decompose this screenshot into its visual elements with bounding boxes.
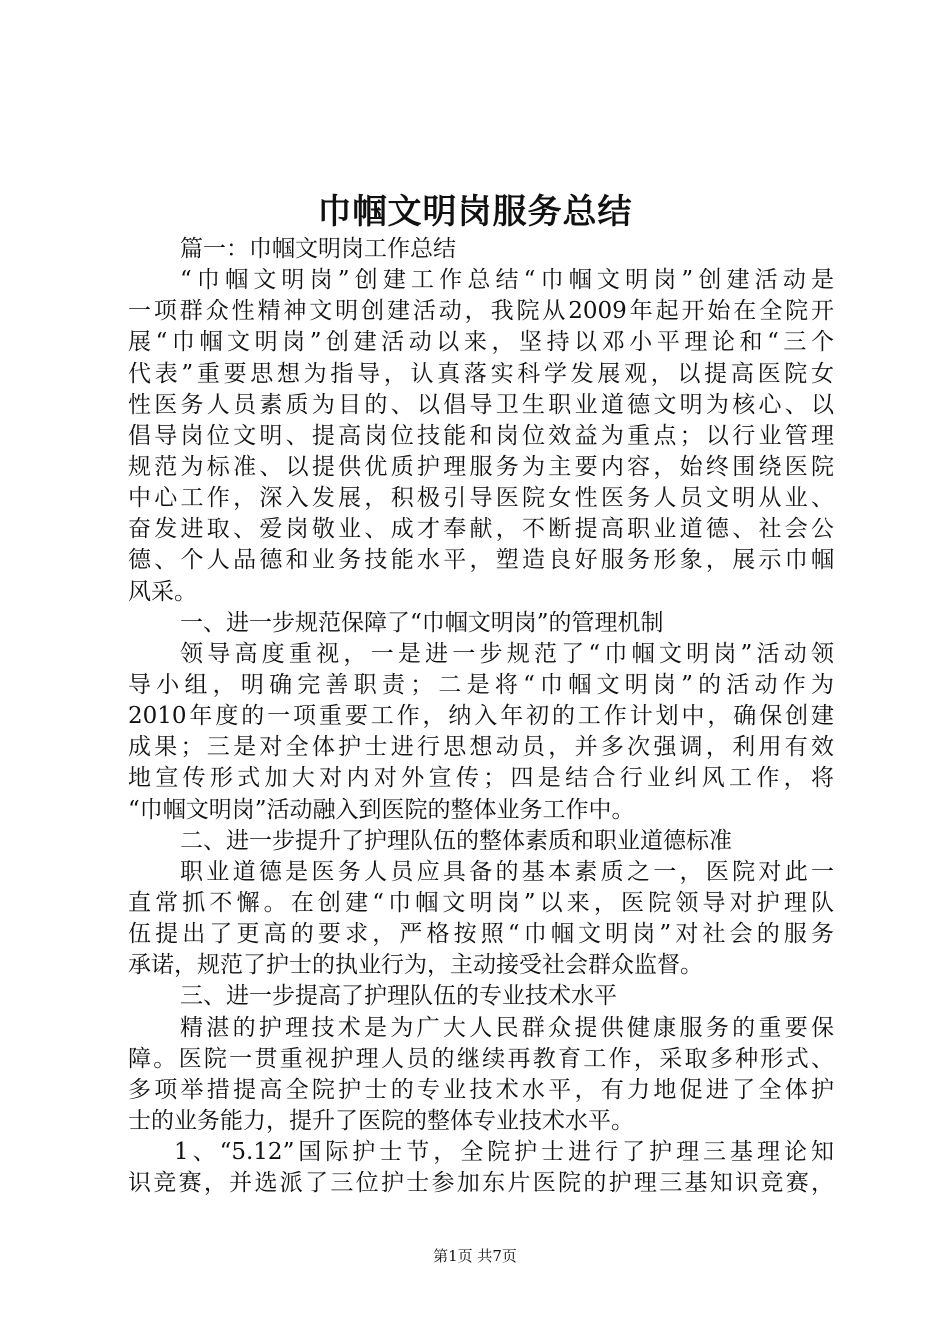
text-line: 展“巾帼文明岗”创建活动以来，坚持以邓小平理论和“三个 xyxy=(128,329,834,356)
text-line: 1、“5.12”国际护士节，全院护士进行了护理三基理论知 xyxy=(174,1139,834,1166)
text-line: 精湛的护理技术是为广大人民群众提供健康服务的重要保 xyxy=(180,1014,834,1041)
text-line: 领导高度重视，一是进一步规范了“巾帼文明岗”活动领 xyxy=(180,640,834,667)
text-line: 2010年度的一项重要工作，纳入年初的工作计划中，确保创建 xyxy=(128,703,834,730)
text-line: 规范为标准、以提供优质护理服务为主要内容，始终围绕医院 xyxy=(128,453,834,480)
document-body xyxy=(128,234,834,1199)
document-title: 巾帼文明岗服务总结 xyxy=(317,192,633,232)
text-line: 识竞赛，并选派了三位护士参加东片医院的护理三基知识竞赛， xyxy=(128,1170,834,1197)
text-line: 一项群众性精神文明创建活动，我院从2009年起开始在全院开 xyxy=(128,298,834,325)
text-line: 奋发进取、爱岗敬业、成才奉献，不断提高职业道德、社会公 xyxy=(128,516,834,543)
section-heading: 一、进一步规范保障了“巾帼文明岗”的管理机制 xyxy=(180,609,664,636)
text-line: 障。医院一贯重视护理人员的继续再教育工作，采取多种形式、 xyxy=(128,1045,834,1072)
text-line: 篇一：巾帼文明岗工作总结 xyxy=(180,236,456,262)
text-line: 承诺，规范了护士的执业行为，主动接受社会群众监督。 xyxy=(128,952,703,979)
text-line: 直常抓不懈。在创建“巾帼文明岗”以来，医院领导对护理队 xyxy=(128,889,834,916)
text-line: 中心工作，深入发展，积极引导医院女性医务人员文明从业、 xyxy=(128,485,834,512)
page-footer: 第1页 共7页 xyxy=(433,1247,517,1265)
text-line: 风采。 xyxy=(128,578,197,605)
text-line: 导小组，明确完善职责；二是将“巾帼文明岗”的活动作为 xyxy=(128,671,834,698)
text-line: 成果；三是对全体护士进行思想动员，并多次强调，利用有效 xyxy=(128,734,834,761)
text-line: 代表”重要思想为指导，认真落实科学发展观，以提高医院女 xyxy=(128,360,834,387)
text-line: 多项举措提高全院护士的专业技术水平，有力地促进了全体护 xyxy=(128,1076,834,1103)
text-line: 伍提出了更高的要求，严格按照“巾帼文明岗”对社会的服务 xyxy=(128,921,834,948)
text-line: “巾帼文明岗”创建工作总结“巾帼文明岗”创建活动是 xyxy=(180,267,834,294)
section-heading: 三、进一步提高了护理队伍的专业技术水平 xyxy=(180,983,617,1010)
section-heading: 二、进一步提升了护理队伍的整体素质和职业道德标准 xyxy=(180,827,732,854)
text-line: 地宣传形式加大对内对外宣传；四是结合行业纠风工作，将 xyxy=(128,765,834,792)
text-line: 倡导岗位文明、提高岗位技能和岗位效益为重点；以行业管理 xyxy=(128,422,834,449)
text-line: 士的业务能力，提升了医院的整体专业技术水平。 xyxy=(128,1107,634,1134)
text-line: “巾帼文明岗”活动融入到医院的整体业务工作中。 xyxy=(128,796,635,823)
text-line: 德、个人品德和业务技能水平，塑造良好服务形象，展示巾帼 xyxy=(128,547,834,574)
text-line: 性医务人员素质为目的、以倡导卫生职业道德文明为核心、以 xyxy=(128,391,834,418)
text-line: 职业道德是医务人员应具备的基本素质之一，医院对此一 xyxy=(180,858,834,885)
